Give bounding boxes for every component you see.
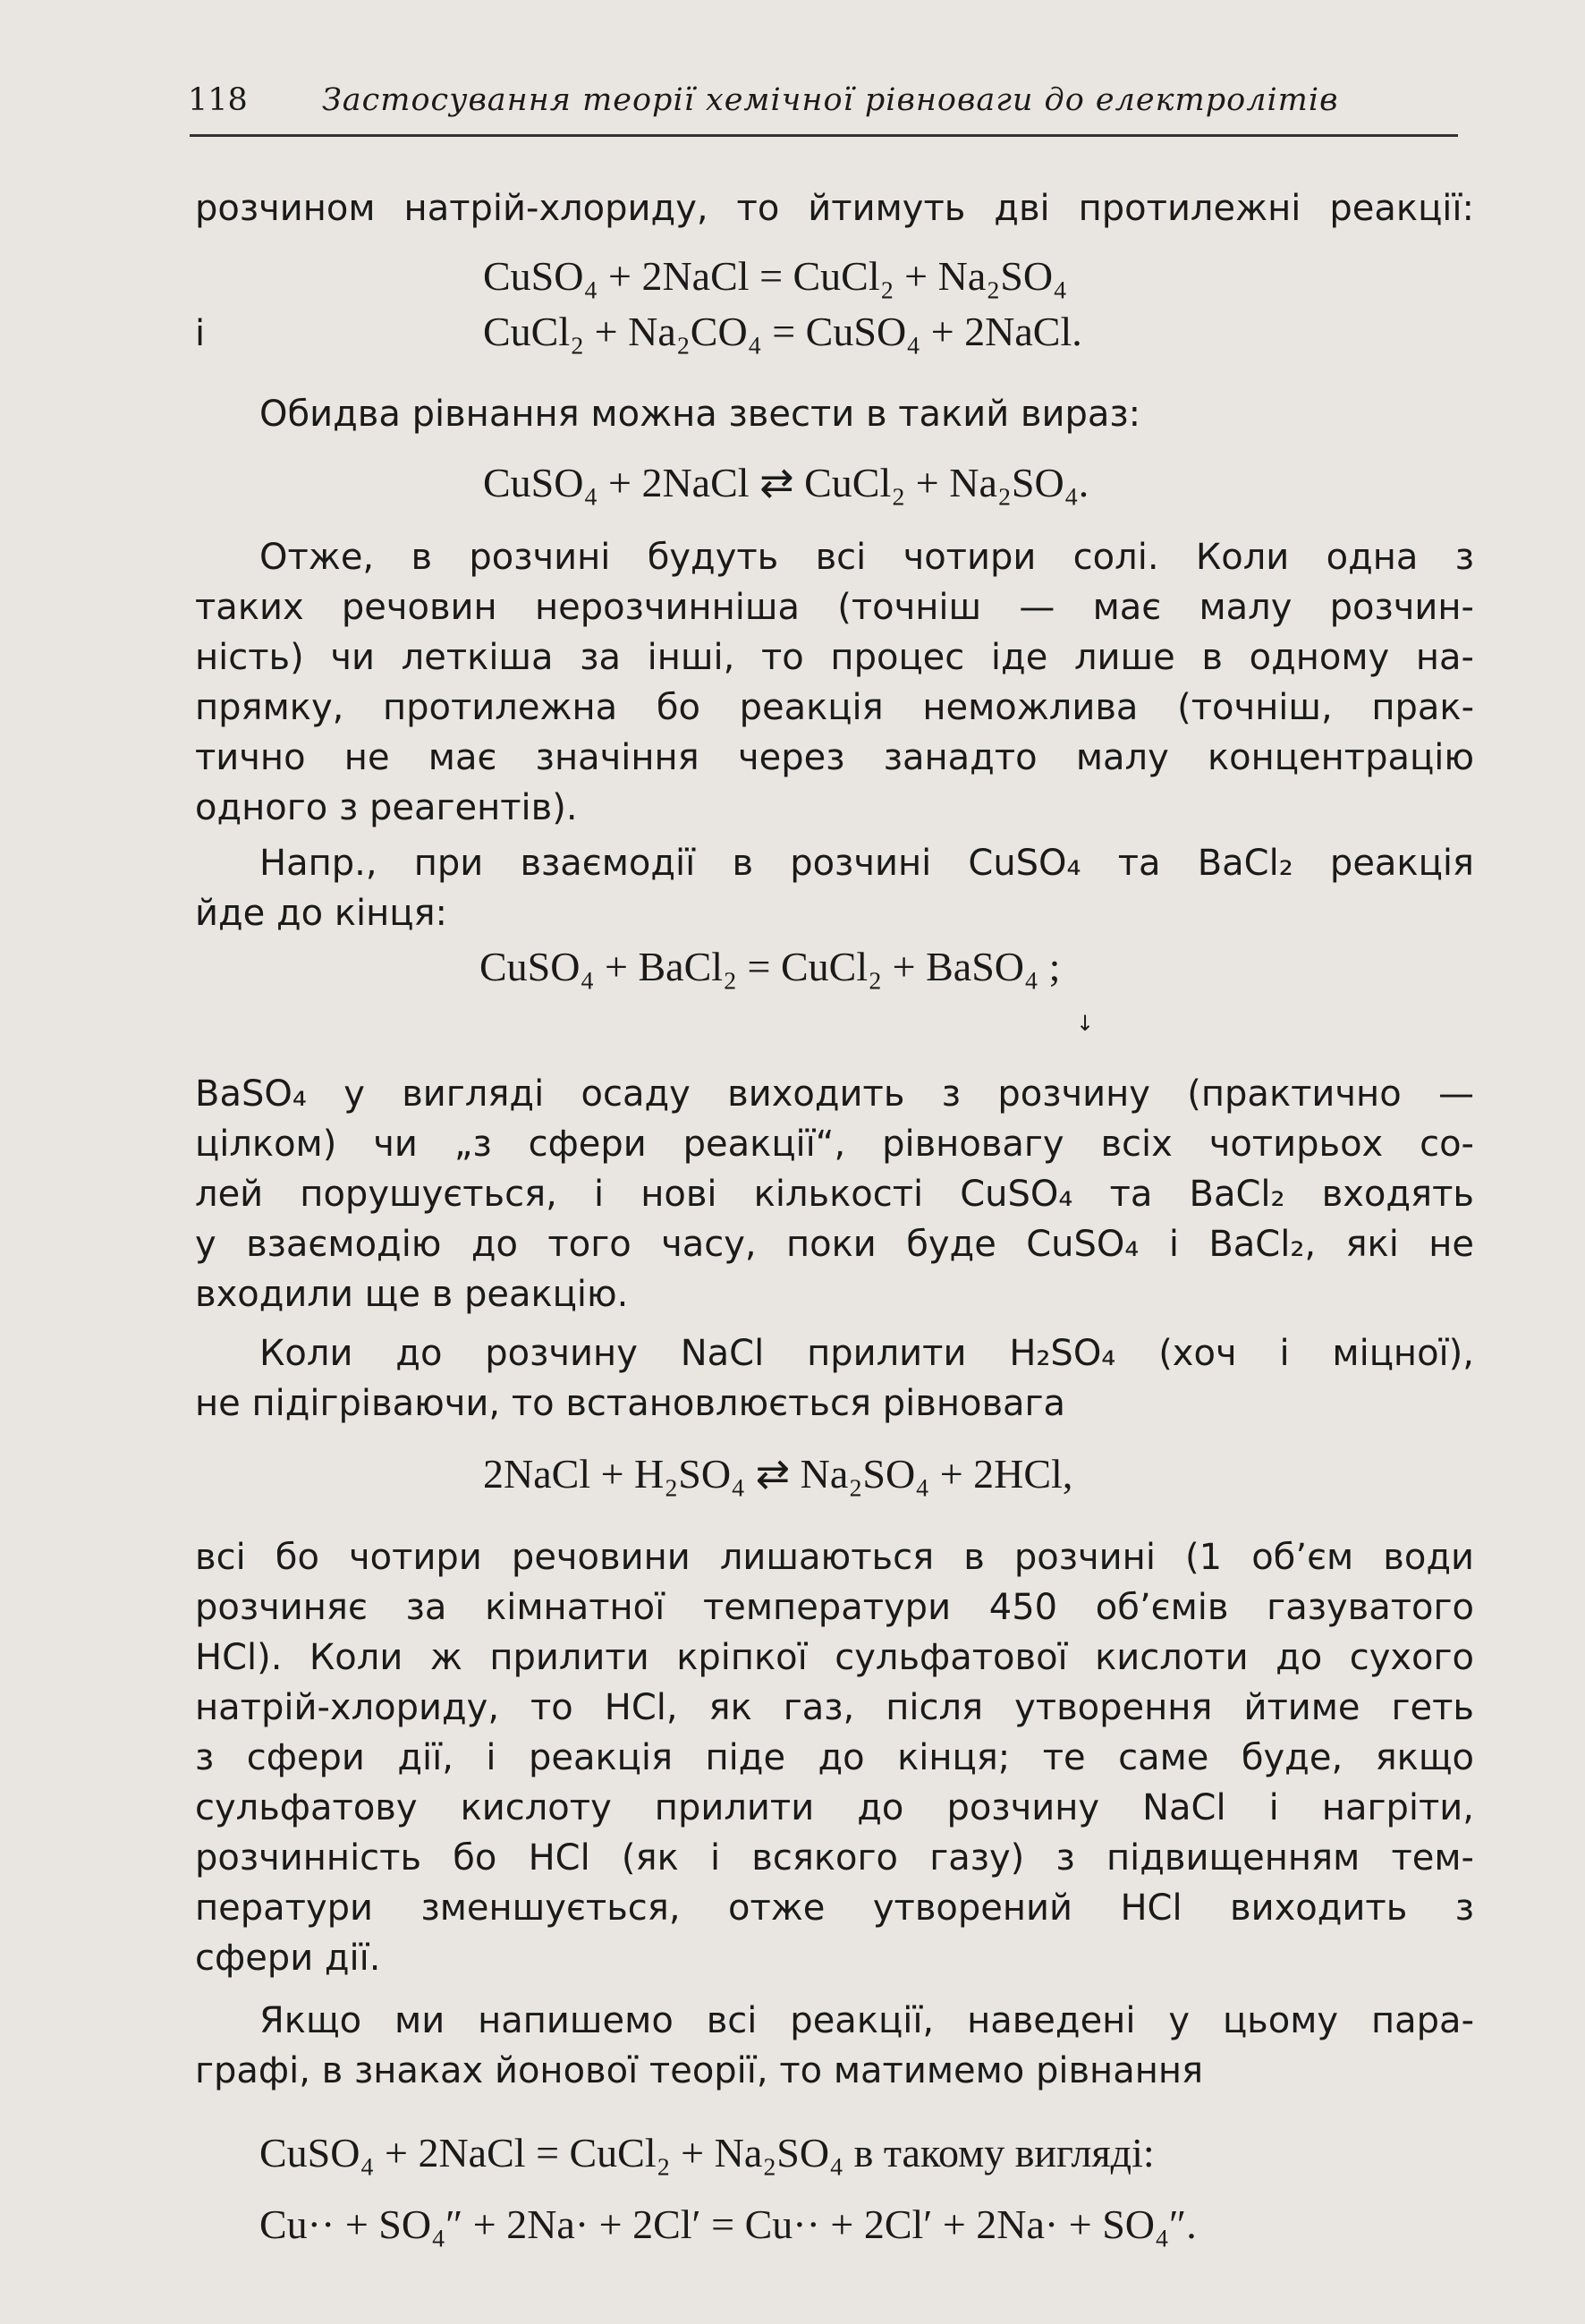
running-title: Застосування теорії хемічної рівноваги до електролітів bbox=[322, 82, 1339, 118]
equation-6: CuSO₄ + 2NaCl = CuCl₂ + Na₂SO₄ в такому вигляді: bbox=[259, 2130, 1155, 2176]
equation-4: CuSO₄ + BaCl₂ = CuCl₂ + BaSO₄ ; bbox=[479, 944, 1061, 989]
text-line: всі бо чотири речовини лишаються в розчині (1 об’єм води bbox=[195, 1537, 1474, 1578]
header-rule bbox=[190, 134, 1458, 137]
equation-7: Cu·· + SO₄″ + 2Na· + 2Cl′ = Cu·· + 2Cl′ + 2Na· + SO₄″. bbox=[259, 2201, 1197, 2247]
text-line: йде до кінця: bbox=[195, 893, 448, 934]
text-line: цілком) чи „з сфери реакції“, рівновагу всіх чотирьох со- bbox=[195, 1124, 1474, 1165]
text-line: не підігріваючи, то встановлюється рівновага bbox=[195, 1383, 1066, 1424]
text-line: BaSO₄ у вигляді осаду виходить з розчину (практично — bbox=[195, 1073, 1474, 1115]
text-line: сфери дії. bbox=[195, 1938, 381, 1979]
text-line: входили ще в реакцію. bbox=[195, 1274, 629, 1315]
text-line: Коли до розчину NaCl прилити H₂SO₄ (хоч і міцної), bbox=[259, 1333, 1474, 1374]
precipitate-arrow-icon: ↓ bbox=[1076, 1011, 1095, 1036]
equation-5: 2NaCl + H₂SO₄ ⇄ Na₂SO₄ + 2HCl, bbox=[483, 1451, 1073, 1497]
text-line: графі, в знаках йонової теорії, то матимемо рівнання bbox=[195, 2050, 1204, 2091]
text-line: Обидва рівнання можна звести в такий вираз: bbox=[259, 394, 1141, 435]
equation-2: CuCl₂ + Na₂CO₄ = CuSO₄ + 2NaCl. bbox=[483, 309, 1082, 354]
text-line: тично не має значіння через занадто малу концентрацію bbox=[195, 737, 1474, 778]
text-line: ператури зменшується, отже утворений HCl виходить з bbox=[195, 1887, 1474, 1929]
text-line: Напр., при взаємодії в розчині CuSO₄ та BaCl₂ реакція bbox=[259, 843, 1474, 884]
text-line: HCl). Коли ж прилити кріпкої сульфатової кислоти до сухого bbox=[195, 1637, 1474, 1678]
text-line: з сфери дії, і реакція піде до кінця; те саме буде, якщо bbox=[195, 1737, 1474, 1778]
text-line: лей порушується, і нові кількості CuSO₄ та BaCl₂ входять bbox=[195, 1174, 1474, 1215]
text-line: у взаємодію до того часу, поки буде CuSO₄ і BaCl₂, які не bbox=[195, 1224, 1474, 1265]
text-line: Отже, в розчині будуть всі чотири солі. Коли одна з bbox=[259, 537, 1474, 578]
text-line: натрій-хлориду, то HCl, як газ, після утворення йтиме геть bbox=[195, 1687, 1474, 1728]
text-line: таких речовин нерозчинніша (точніш — має малу розчин- bbox=[195, 587, 1474, 628]
text-line: сульфатову кислоту прилити до розчину NaCl і нагріти, bbox=[195, 1787, 1474, 1828]
equation-1: CuSO₄ + 2NaCl = CuCl₂ + Na₂SO₄ bbox=[483, 253, 1068, 299]
text-line: одного з реагентів). bbox=[195, 787, 578, 828]
equation-3: CuSO₄ + 2NaCl ⇄ CuCl₂ + Na₂SO₄. bbox=[483, 460, 1089, 505]
text-line: ність) чи леткіша за інші, то процес іде лише в одному на- bbox=[195, 637, 1474, 678]
text-line: розчиняє за кімнатної температури 450 об’ємів газуватого bbox=[195, 1587, 1474, 1628]
text-line: розчинність бо HCl (як і всякого газу) з підвищенням тем- bbox=[195, 1837, 1474, 1879]
text-line: розчином натрій-хлориду, то йтимуть дві протилежні реакції: bbox=[195, 188, 1474, 229]
running-header bbox=[188, 82, 1458, 127]
page-number: 118 bbox=[188, 82, 248, 118]
text-line: Якщо ми напишемо всі реакції, наведені у цьому пара- bbox=[259, 2000, 1474, 2041]
conjunction: і bbox=[195, 313, 206, 354]
text-line: прямку, протилежна бо реакція неможлива (точніш, прак- bbox=[195, 687, 1474, 728]
